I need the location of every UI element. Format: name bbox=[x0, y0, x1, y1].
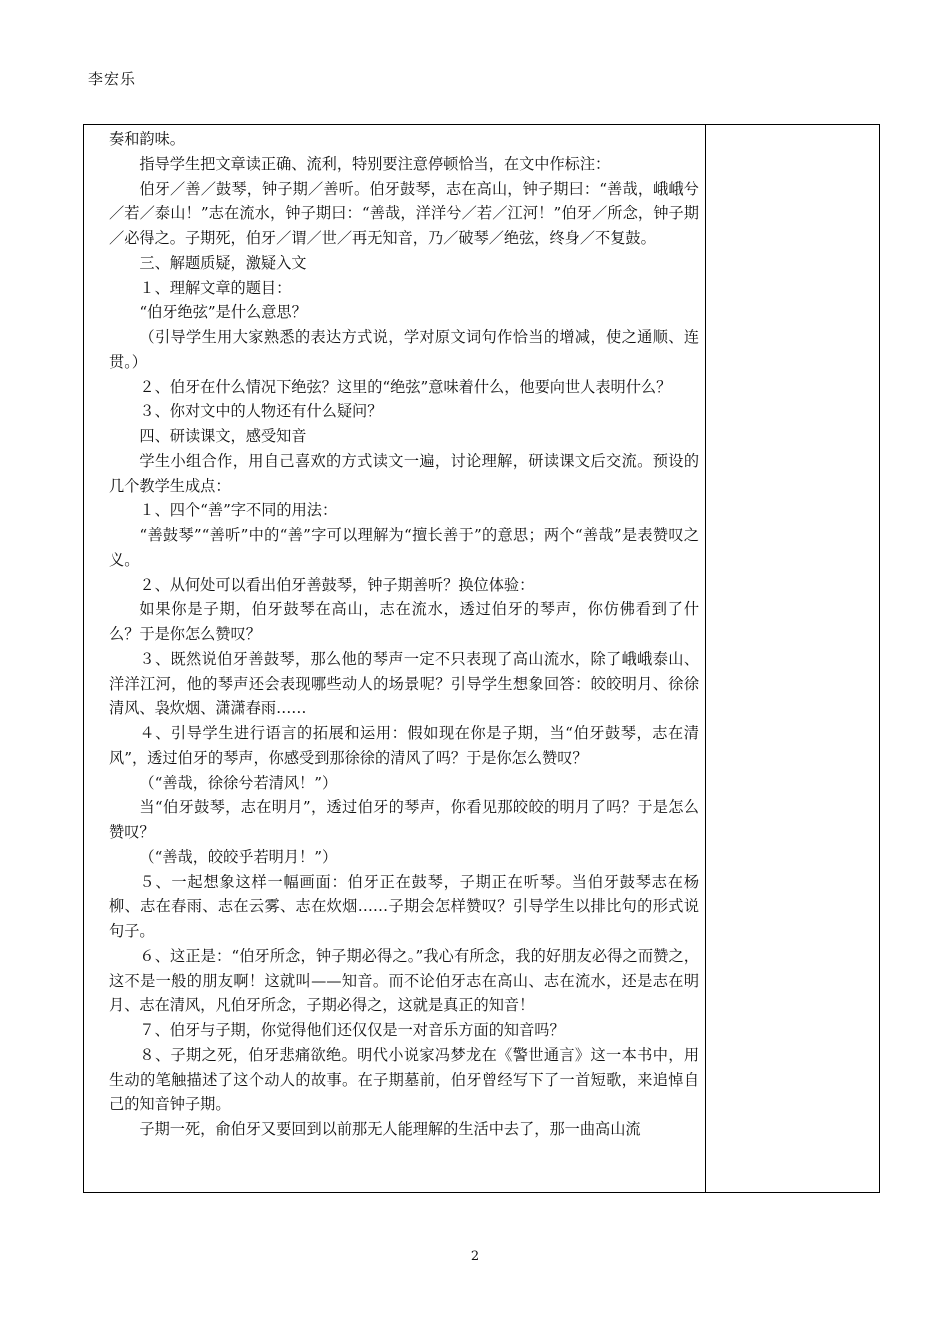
lesson-paragraph: ８、子期之死，伯牙悲痛欲绝。明代小说家冯梦龙在《警世通言》这一本书中，用生动的笔触描述了这个动人的故事。在子期墓前，伯牙曾经写下了一首短歌，来追悼自己的知音钟子期。 bbox=[109, 1045, 699, 1114]
lesson-paragraph: ６、这正是：“伯牙所念，钟子期必得之。”我心有所念，我的好朋友必得之而赞之，这不是一般的朋友啊！这就叫——知音。而不论伯牙志在高山、志在流水，还是志在明月、志在清风，凡伯牙所念，子期必得之，这就是真正的知音！ bbox=[109, 946, 699, 1015]
lesson-paragraph: ２、伯牙在什么情况下绝弦？这里的“绝弦”意味着什么，他要向世人表明什么？ bbox=[139, 377, 672, 396]
lesson-paragraph: ４、引导学生进行语言的拓展和运用：假如现在你是子期，当“伯牙鼓琴，志在清风”，透过伯牙的琴声，你感受到那徐徐的清风了吗？于是你怎么赞叹？ bbox=[109, 724, 699, 767]
column-divider bbox=[705, 125, 706, 1192]
lesson-content-cell bbox=[109, 127, 699, 1142]
lesson-paragraph: 当“伯牙鼓琴，志在明月”，透过伯牙的琴声，你看见那皎皎的明月了吗？于是怎么赞叹？ bbox=[109, 798, 699, 841]
lesson-paragraph: １、四个“善”字不同的用法： bbox=[139, 501, 338, 520]
lesson-paragraph: 如果你是子期，伯牙鼓琴在高山，志在流水，透过伯牙的琴声，你仿佛看到了什么？于是你怎么赞叹？ bbox=[109, 600, 699, 643]
lesson-paragraph: 伯牙／善／鼓琴，钟子期／善听。伯牙鼓琴，志在高山，钟子期曰：“善哉，峨峨兮／若／泰山！”志在流水，钟子期曰：“善哉，洋洋兮／若／江河！”伯牙／所念，钟子期／必得之。子期死，伯牙／谓／世／再无知音，乃／破琴／绝弦，终身／不复鼓。 bbox=[109, 179, 699, 247]
lesson-paragraph: １、理解文章的题目： bbox=[139, 278, 292, 297]
lesson-paragraph: （引导学生用大家熟悉的表达方式说，学对原文词句作恰当的增减，使之通顺、连贯。） bbox=[109, 328, 699, 371]
lesson-paragraph: 指导学生把文章读正确、流利，特别要注意停顿恰当，在文中作标注： bbox=[139, 154, 611, 173]
lesson-paragraph: 子期一死，俞伯牙又要回到以前那无人能理解的生活中去了，那一曲高山流 bbox=[139, 1120, 641, 1138]
page-number: 2 bbox=[470, 1249, 480, 1264]
lesson-paragraph: 奏和韵味。 bbox=[109, 130, 185, 148]
lesson-paragraph: “伯牙绝弦”是什么意思？ bbox=[139, 303, 307, 322]
lesson-paragraph: “善鼓琴”“善听”中的“善”字可以理解为“擅长善于”的意思；两个“善哉”是表赞叹之义。 bbox=[109, 526, 699, 569]
lesson-paragraph: ２、从何处可以看出伯牙善鼓琴，钟子期善听？换位体验： bbox=[139, 575, 535, 594]
lesson-paragraph: （“善哉，皎皎乎若明月！”） bbox=[139, 847, 338, 866]
lesson-paragraph: 三、解题质疑，激疑入文 bbox=[139, 253, 307, 272]
lesson-table bbox=[83, 124, 880, 1193]
author-name: 李宏乐 bbox=[88, 70, 137, 88]
lesson-paragraph: 学生小组合作，用自己喜欢的方式读文一遍，讨论理解，研读课文后交流。预设的几个教学生成点： bbox=[109, 451, 699, 495]
lesson-paragraph: （“善哉，徐徐兮若清风！”） bbox=[139, 773, 338, 792]
lesson-paragraph: ３、既然说伯牙善鼓琴，那么他的琴声一定不只表现了高山流水，除了峨峨泰山、洋洋江河，他的琴声还会表现哪些动人的场景呢？引导学生想象回答：皎皎明月、徐徐清风、袅炊烟、潇潇春雨…… bbox=[109, 649, 699, 718]
lesson-paragraph: ７、伯牙与子期，你觉得他们还仅仅是一对音乐方面的知音吗？ bbox=[139, 1021, 565, 1039]
lesson-paragraph: ３、你对文中的人物还有什么疑问？ bbox=[139, 402, 383, 421]
lesson-paragraph: ５、一起想象这样一幅画面：伯牙正在鼓琴，子期正在听琴。当伯牙鼓琴志在杨柳、志在春雨、志在云雾、志在炊烟……子期会怎样赞叹？引导学生以排比句的形式说句子。 bbox=[109, 872, 699, 940]
lesson-paragraph: 四、研读课文，感受知音 bbox=[139, 427, 307, 445]
